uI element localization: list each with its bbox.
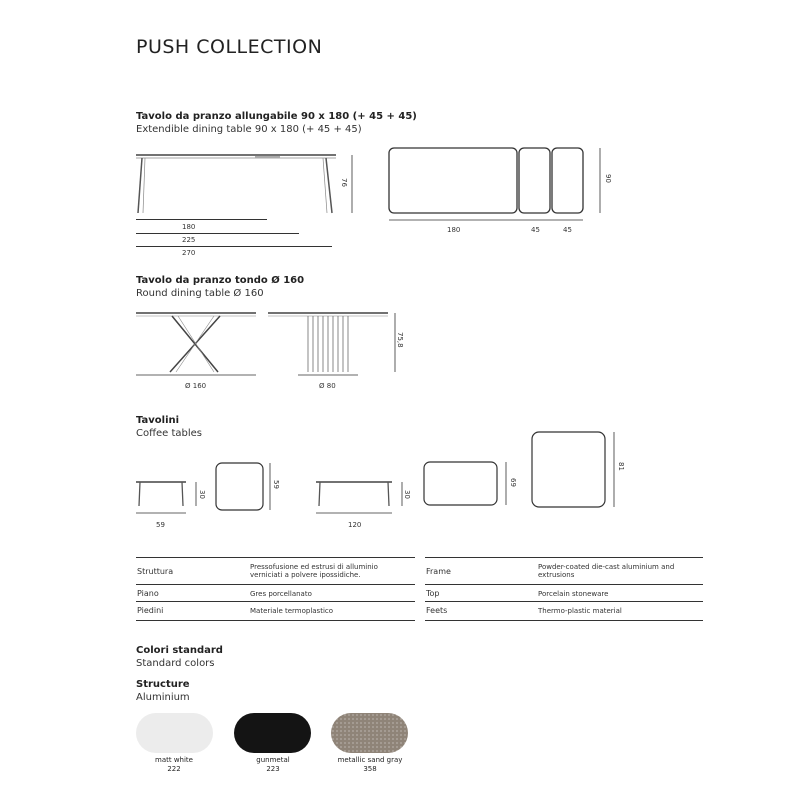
spec-value-piedini: Materiale termoplastico: [250, 607, 334, 615]
swatch-code: 223: [266, 765, 280, 773]
spec-label-piano: Piano: [137, 589, 159, 598]
dim-line-270: [136, 246, 332, 247]
top-width-label-45a: 45: [531, 226, 540, 234]
coffee-square-side-label: 81: [617, 462, 625, 471]
colors-heading-en: Standard colors: [136, 658, 215, 669]
specs-rule: [425, 584, 703, 585]
specs-rule: [425, 601, 703, 602]
coffee-small-height-label: 30: [198, 490, 206, 499]
swatch-gunmetal[interactable]: [234, 713, 311, 753]
spec-label-struttura: Struttura: [137, 567, 174, 576]
extendible-heading-en: Extendible dining table 90 x 180 (+ 45 + 45): [136, 124, 362, 135]
length-label-270: 270: [182, 249, 196, 257]
specs-rule: [136, 620, 415, 621]
swatch-name: metallic sand gray: [337, 756, 403, 764]
swatch-metallic-sand-gray[interactable]: [331, 713, 408, 753]
structure-material: Aluminium: [136, 692, 190, 703]
dim-line-180: [136, 219, 267, 220]
round-table-views: [130, 308, 400, 383]
spec-label-top: Top: [426, 589, 440, 598]
spec-value-struttura: Pressofusione ed estrusi di alluminio verniciati a polvere ipossidiche.: [250, 563, 378, 579]
swatch-matt-white[interactable]: [136, 713, 213, 753]
colors-heading-it: Colori standard: [136, 645, 223, 656]
round-heading-it: Tavolo da pranzo tondo Ø 160: [136, 275, 305, 286]
length-label-180: 180: [182, 223, 196, 231]
coffee-large-height-label: 30: [403, 490, 411, 499]
swatch-name: gunmetal: [256, 756, 290, 764]
specs-rule: [425, 620, 703, 621]
coffee-table-views: [130, 428, 630, 528]
coffee-small-depth-label: 59: [272, 480, 280, 489]
round-height-label: 75,8: [396, 332, 404, 348]
specs-rule: [425, 557, 703, 558]
spec-value-feets: Thermo-plastic material: [538, 607, 622, 615]
structure-heading: Structure: [136, 679, 190, 690]
dim-line-225: [136, 233, 299, 234]
round-base-label: Ø 80: [319, 382, 336, 390]
round-diameter-label: Ø 160: [185, 382, 207, 390]
extendible-top-view: [385, 143, 625, 233]
spec-value-frame: Powder-coated die-cast aluminium and extrusions: [538, 563, 675, 579]
coffee-heading-it: Tavolini: [136, 415, 180, 426]
spec-value-top: Porcelain stoneware: [538, 590, 609, 598]
round-heading-en: Round dining table Ø 160: [136, 288, 264, 299]
spec-label-piedini: Piedini: [137, 606, 164, 615]
extendible-side-view: [130, 145, 360, 225]
swatch-label-matt-white: [134, 756, 214, 774]
extendible-height-label: 76: [340, 178, 348, 187]
top-width-label-45b: 45: [563, 226, 572, 234]
coffee-large-depth-label: 69: [509, 478, 517, 487]
specs-rule: [136, 557, 415, 558]
spec-value-piano: Gres porcellanato: [250, 590, 312, 598]
page-title: PUSH COLLECTION: [136, 36, 323, 58]
top-width-label-180: 180: [447, 226, 461, 234]
extendible-depth-label: 90: [604, 174, 612, 183]
spec-label-frame: Frame: [426, 567, 451, 576]
swatch-code: 222: [167, 765, 181, 773]
coffee-large-width-label: 120: [348, 521, 362, 529]
swatch-label-gunmetal: [233, 756, 313, 774]
extendible-heading-it: Tavolo da pranzo allungabile 90 x 180 (+ 45 + 45): [136, 111, 417, 122]
swatch-code: 358: [363, 765, 377, 773]
specs-rule: [136, 601, 415, 602]
coffee-small-width-label: 59: [156, 521, 165, 529]
length-label-225: 225: [182, 236, 196, 244]
swatch-name: matt white: [155, 756, 193, 764]
spec-label-feets: Feets: [426, 606, 448, 615]
specs-rule: [136, 584, 415, 585]
swatch-label-metallic-sand-gray: [330, 756, 410, 774]
coffee-heading-en: Coffee tables: [136, 428, 203, 439]
